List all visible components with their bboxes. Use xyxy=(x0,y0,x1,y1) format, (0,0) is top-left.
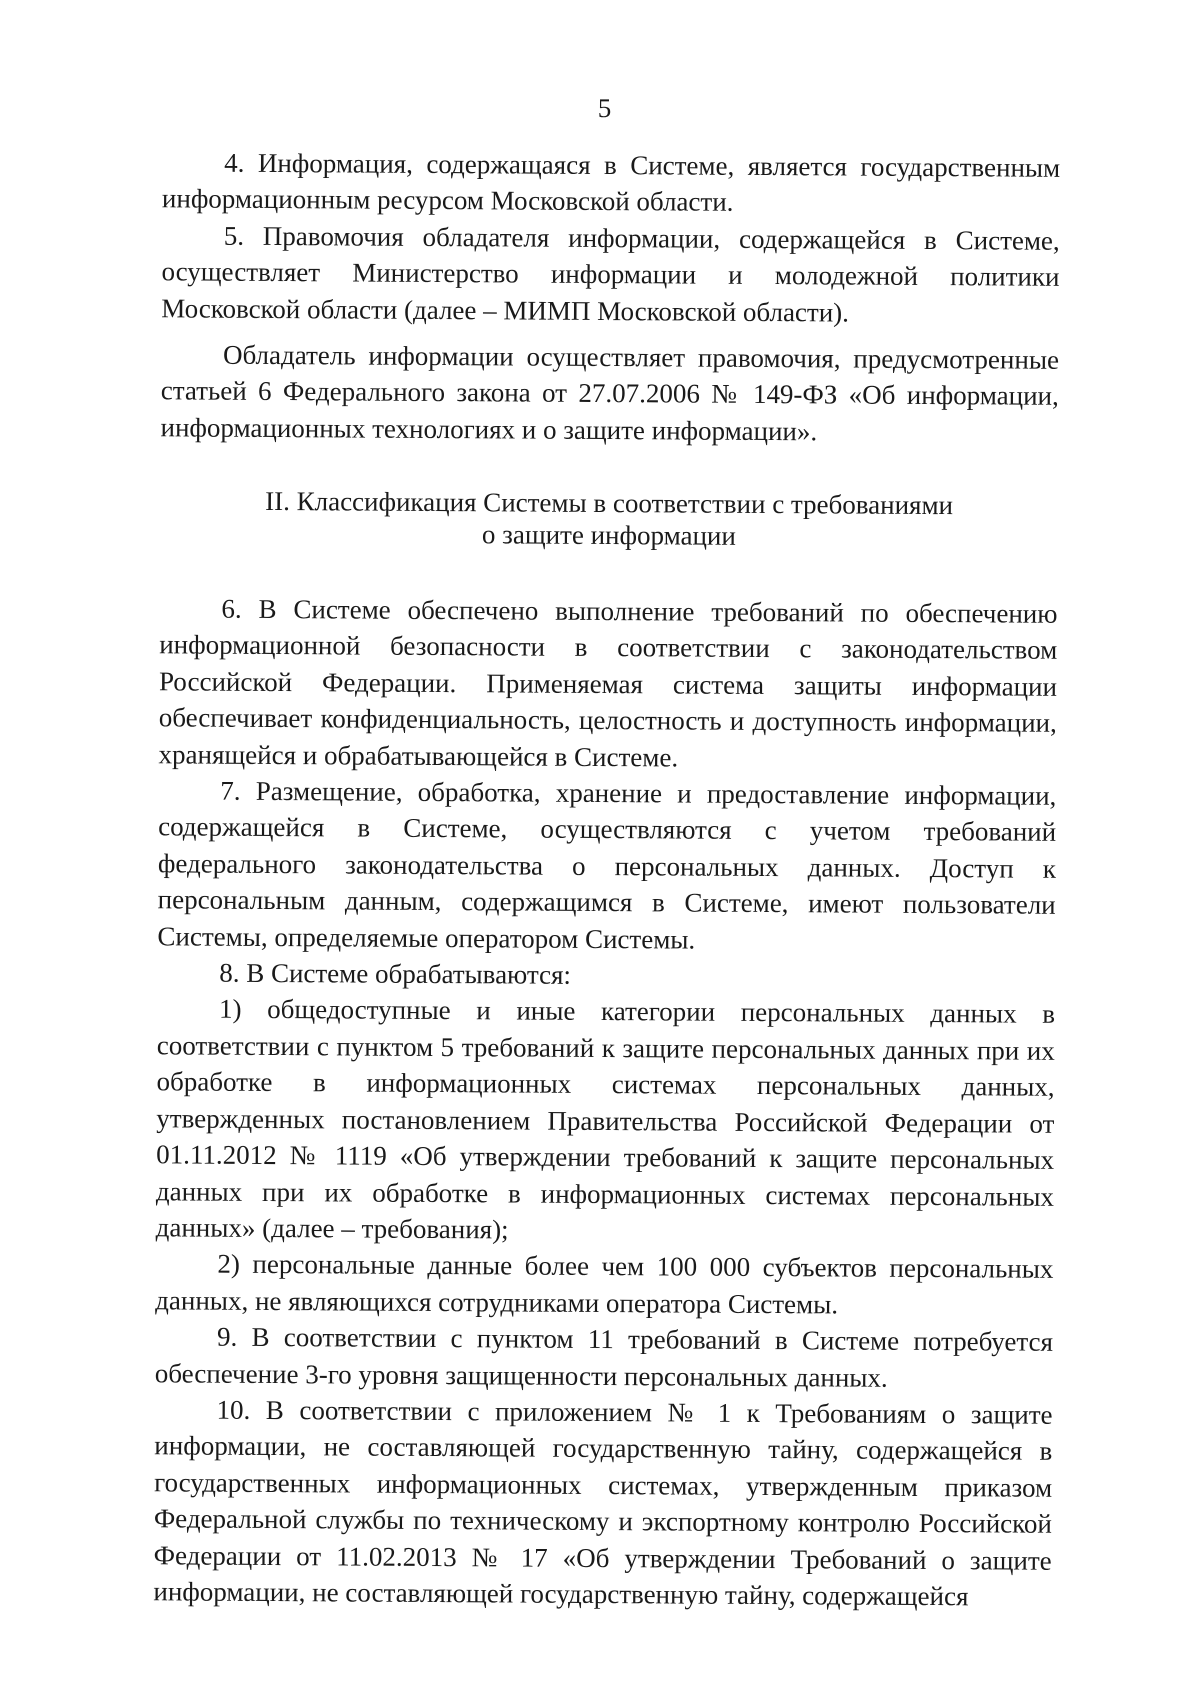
paragraph-9: 9. В соответствии с пунктом 11 требований в Системе потребуется обеспечение 3-го уровня защищенности персональных данных. xyxy=(154,1321,1054,1393)
page-number: 5 xyxy=(597,92,612,124)
paragraph-7: 7. Размещение, обработка, хранение и предоставление информации, содержащейся в Системе, осуществляются с учетом требований федерального законодательства о персональных данных. Доступ к персональным данным, содержащимся в Системе, имеют пользователи Системы, определяемые оператором Системы. xyxy=(157,775,1057,955)
section-heading-line-2: о защите информации xyxy=(481,519,736,551)
paragraph-4: 4. Информация, содержащаяся в Системе, является государственным информационным ресурсом Московской области. xyxy=(161,147,1061,218)
paragraph-8: 8. В Системе обрабатываются: xyxy=(219,957,572,990)
paragraph-8-item-2: 2) персональные данные более чем 100 000 субъектов персональных данных, не являющихся сотрудниками оператора Системы. xyxy=(155,1248,1054,1320)
section-heading-line-1: II. Классификация Системы в соответствии с требованиями xyxy=(265,485,954,521)
paragraph-5: 5. Правомочия обладателя информации, содержащейся в Системе, осуществляет Министерство информации и молодежной политики Московской области (далее – МИМП Московской области). xyxy=(161,220,1060,328)
text-block-section-1 xyxy=(160,144,1060,451)
section-heading xyxy=(160,484,1058,553)
paragraph-8-item-1: 1) общедоступные и иные категории персональных данных в соответствии с пунктом 5 требований к защите персональных данных при их обработке в информационных системах персональных данных, утвержденных постановлением Правительства Российской Федерации от 01.11.2012 № 1119 «Об утверждении требований к защите персональных данных при их обработке в информационных системах персональных данных» (далее – требования); xyxy=(155,994,1056,1245)
text-block-section-2 xyxy=(153,590,1057,1615)
paragraph-5-owner: Обладатель информации осуществляет правомочия, предусмотренные статьей 6 Федерального закона от 27.07.2006 № 149-ФЗ «Об информации, информационных технологиях и о защите информации». xyxy=(160,339,1060,447)
paragraph-10: 10. В соответствии с приложением № 1 к Требованиям о защите информации, не составляющей государственную тайну, содержащейся в государственных информационных системах, утвержденным приказом Федеральной службы по техническому и экспортному контролю Российской Федерации от 11.02.2013 № 17 «Об утверждении Требований о защите информации, не составляющей государственную тайну, содержащейся xyxy=(153,1394,1053,1612)
paragraph-6: 6. В Системе обеспечено выполнение требований по обеспечению информационной безопасности в соответствии с законодательством Российской Федерации. Применяемая система защиты информации обеспечивает конфиденциальность, целостность и доступность информации, хранящейся и обрабатывающейся в Системе. xyxy=(158,593,1058,773)
